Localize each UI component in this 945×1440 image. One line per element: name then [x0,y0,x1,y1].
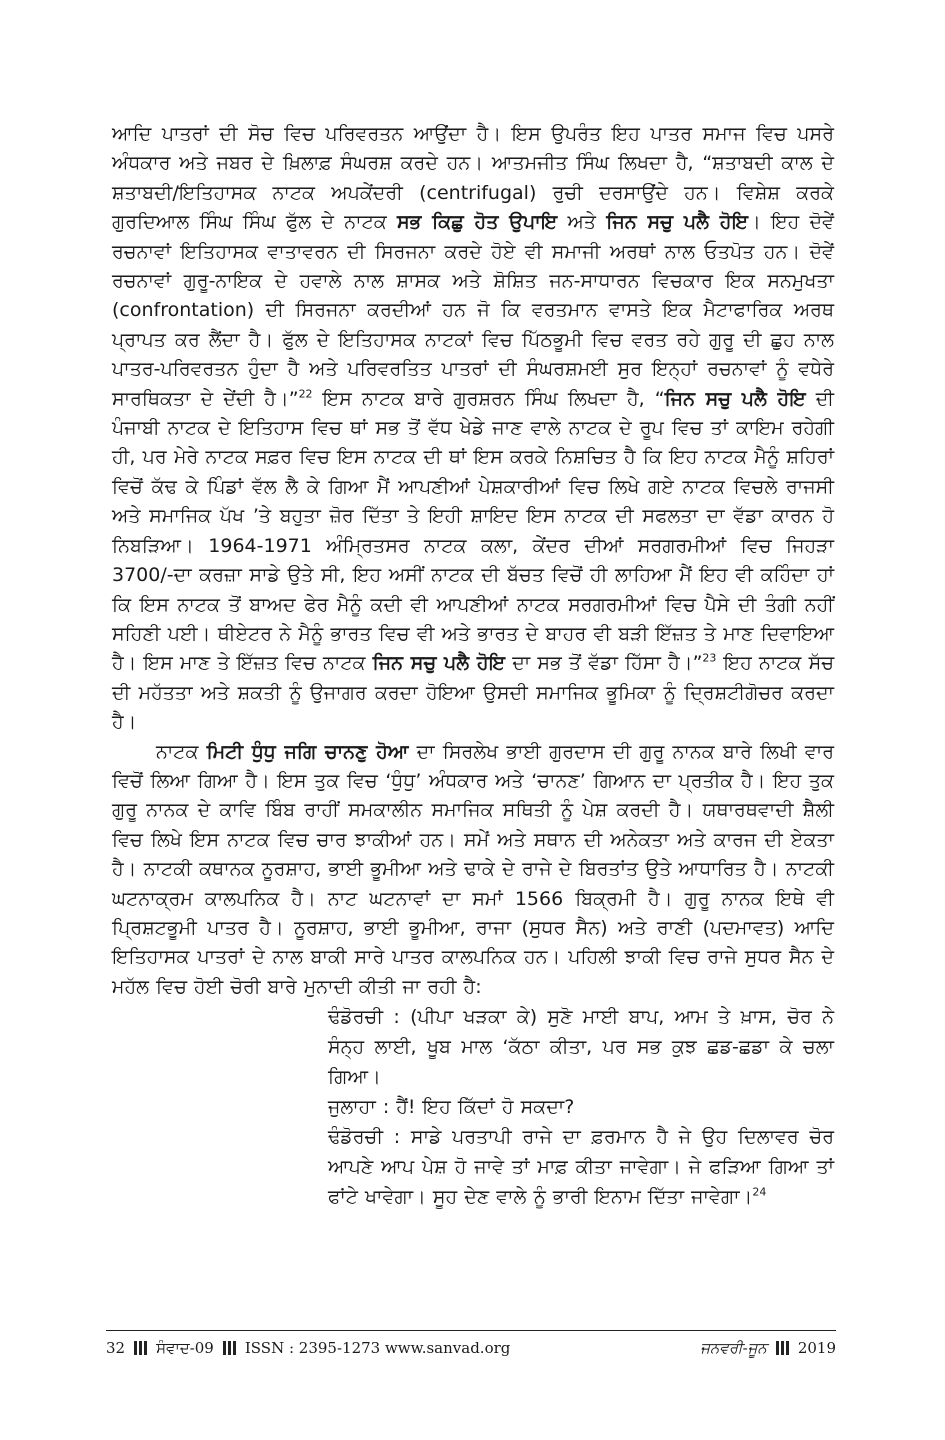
journal-name: ਸੰਵਾਦ-09 [156,1339,214,1357]
separator-bars-icon [223,1341,236,1355]
issn-website: ISSN : 2395-1273 www.sanvad.org [244,1339,511,1357]
paragraph-1 [112,120,834,738]
separator-bars-icon [134,1341,147,1355]
footnote-ref: 24 [752,1185,767,1199]
dialogue-block [328,1002,834,1212]
separator-bars-icon [776,1341,789,1355]
footer-left [106,1339,510,1357]
page-body [112,120,834,1212]
text-run: ਦਾ ਸਿਰਲੇਖ ਭਾਈ ਗੁਰਦਾਸ ਦੀ ਗੁਰੂ ਨਾਨਕ ਬਾਰੇ ਲਿਖੀ ਵਾਰ ਵਿਚੋਂ ਲਿਆ ਗਿਆ ਹੈ। ਇਸ ਤੁਕ ਵਿਚ ‘ਧੁੰਧੁ’ ਅੰਧਕਾਰ ਅਤੇ ‘ਚਾਨਣ’ ਗਿਆਨ ਦਾ ਪ੍ਰਤੀਕ ਹੈ। ਇਹ ਤੁਕ ਗੁਰੂ ਨਾਨਕ ਦੇ ਕਾਵਿ ਬਿੰਬ ਰਾਹੀਂ ਸਮਕਾਲੀਨ ਸਮਾਜਿਕ ਸਥਿਤੀ ਨੂੰ ਪੇਸ਼ ਕਰਦੀ ਹੈ। ਯਥਾਰਥਵਾਦੀ ਸ਼ੈਲੀ ਵਿਚ ਲਿਖੇ ਇਸ ਨਾਟਕ ਵਿਚ ਚਾਰ ਝਾਕੀਆਂ ਹਨ। ਸਮੇਂ ਅਤੇ ਸਥਾਨ ਦੀ ਅਨੇਕਤਾ ਅਤੇ ਕਾਰਜ ਦੀ ਏਕਤਾ ਹੈ। ਨਾਟਕੀ ਕਥਾਨਕ ਨੂਰਸ਼ਾਹ, ਭਾਈ ਭੂਮੀਆ ਅਤੇ ਢਾਕੇ ਦੇ ਰਾਜੇ ਦੇ ਬਿਰਤਾਂਤ ਉਤੇ ਆਧਾਰਿਤ ਹੈ। ਨਾਟਕੀ ਘਟਨਾਕ੍ਰਮ ਕਾਲਪਨਿਕ ਹੈ। ਨਾਟ ਘਟਨਾਵਾਂ ਦਾ ਸਮਾਂ 1566 ਬਿਕ੍ਰਮੀ ਹੈ। ਗੁਰੂ ਨਾਨਕ ਇਥੇ ਵੀ ਪ੍ਰਿਸ਼ਟਭੂਮੀ ਪਾਤਰ ਹੈ। ਨੂਰਸ਼ਾਹ, ਭਾਈ ਭੂਮੀਆ, ਰਾਜਾ (ਸੁਧਰ ਸੈਨ) ਅਤੇ ਰਾਣੀ (ਪਦਮਾਵਤ) ਆਦਿ ਇਤਿਹਾਸਕ ਪਾਤਰਾਂ ਦੇ ਨਾਲ ਬਾਕੀ ਸਾਰੇ ਪਾਤਰ ਕਾਲਪਨਿਕ ਹਨ। ਪਹਿਲੀ ਝਾਕੀ ਵਿਚ ਰਾਜੇ ਸੁਧਰ ਸੈਨ ਦੇ ਮਹੱਲ ਵਿਚ ਹੋਈ ਚੋਰੀ ਬਾਰੇ ਮੁਨਾਦੀ ਕੀਤੀ ਜਾ ਰਹੀ ਹੈ: [112,740,834,998]
text-run: ਅਤੇ [557,211,607,234]
dialogue-line-1: ਢੰਡੋਰਚੀ : (ਪੀਪਾ ਖੜਕਾ ਕੇ) ਸੁਣੋ ਮਾਈ ਬਾਪ, ਆਮ ਤੇ ਖ਼ਾਸ, ਚੋਰ ਨੇ ਸੰਨ੍ਹ ਲਾਈ, ਖੂਬ ਮਾਲ ‘ਕੱਠਾ ਕੀਤਾ, ਪਰ ਸਭ ਕੁਝ ਛਡ-ਛਡਾ ਕੇ ਚਲਾ ਗਿਆ। [328,1006,834,1089]
paragraph-2 [112,738,834,1003]
text-run: । ਇਹ ਦੋਵੇਂ ਰਚਨਾਵਾਂ ਇਤਿਹਾਸਕ ਵਾਤਾਵਰਨ ਦੀ ਸਿਰਜਨਾ ਕਰਦੇ ਹੋਏ ਵੀ ਸਮਾਜੀ ਅਰਥਾਂ ਨਾਲ ਓਤਪੋਤ ਹਨ। ਦੋਵੇਂ ਰਚਨਾਵਾਂ ਗੁਰੂ-ਨਾਇਕ ਦੇ ਹਵਾਲੇ ਨਾਲ ਸ਼ਾਸਕ ਅਤੇ ਸ਼ੋਸ਼ਿਤ ਜਨ-ਸਾਧਾਰਨ ਵਿਚਕਾਰ ਇਕ ਸਨਮੁਖਤਾ (confrontation) ਦੀ ਸਿਰਜਨਾ ਕਰਦੀਆਂ ਹਨ ਜੋ ਕਿ ਵਰਤਮਾਨ ਵਾਸਤੇ ਇਕ ਮੈਟਾਫਾਰਿਕ ਅਰਥ ਪ੍ਰਾਪਤ ਕਰ ਲੈਂਦਾ ਹੈ। ਫੁੱਲ ਦੇ ਇਤਿਹਾਸਕ ਨਾਟਕਾਂ ਵਿਚ ਪਿੱਠਭੂਮੀ ਵਿਚ ਵਰਤ ਰਹੇ ਗੁਰੂ ਦੀ ਛੁਹ ਨਾਲ ਪਾਤਰ-ਪਰਿਵਰਤਨ ਹੁੰਦਾ ਹੈ ਅਤੇ ਪਰਿਵਰਤਿਤ ਪਾਤਰਾਂ ਦੀ ਸੰਘਰਸ਼ਮਈ ਸੁਰ ਇਨ੍ਹਾਂ ਰਚਨਾਵਾਂ ਨੂੰ ਵਧੇਰੇ ਸਾਰਥਿਕਤਾ ਦੇ ਦੇਂਦੀ ਹੈ।” [112,211,835,410]
footer-right [700,1339,836,1357]
text-run: ਦੀ ਪੰਜਾਬੀ ਨਾਟਕ ਦੇ ਇਤਿਹਾਸ ਵਿਚ ਥਾਂ ਸਭ ਤੋਂ ਵੱਧ ਖੇਡੇ ਜਾਣ ਵਾਲੇ ਨਾਟਕ ਦੇ ਰੂਪ ਵਿਚ ਤਾਂ ਕਾਇਮ ਰਹੇਗੀ ਹੀ, ਪਰ ਮੇਰੇ ਨਾਟਕ ਸਫ਼ਰ ਵਿਚ ਇਸ ਨਾਟਕ ਦੀ ਥਾਂ ਇਸ ਕਰਕੇ ਨਿਸ਼ਚਿਤ ਹੈ ਕਿ ਇਹ ਨਾਟਕ ਮੈਨੂੰ ਸ਼ਹਿਰਾਂ ਵਿਚੋਂ ਕੱਢ ਕੇ ਪਿੰਡਾਂ ਵੱਲ ਲੈ ਕੇ ਗਿਆ ਮੈਂ ਆਪਣੀਆਂ ਪੇਸ਼ਕਾਰੀਆਂ ਵਿਚ ਲਿਖੇ ਗਏ ਨਾਟਕ ਵਿਚਲੇ ਰਾਜਸੀ ਅਤੇ ਸਮਾਜਿਕ ਪੱਖ ’ਤੇ ਬਹੁਤਾ ਜ਼ੋਰ ਦਿੱਤਾ ਤੇ ਇਹੀ ਸ਼ਾਇਦ ਇਸ ਨਾਟਕ ਦੀ ਸਫਲਤਾ ਦਾ ਵੱਡਾ ਕਾਰਨ ਹੋ ਨਿਬੜਿਆ। 1964-1971 ਅੰਮ੍ਰਿਤਸਰ ਨਾਟਕ ਕਲਾ, ਕੇਂਦਰ ਦੀਆਂ ਸਰਗਰਮੀਆਂ ਵਿਚ ਜਿਹੜਾ 3700/-ਦਾ ਕਰਜ਼ਾ ਸਾਡੇ ਉਤੇ ਸੀ, ਇਹ ਅਸੀਂ ਨਾਟਕ ਦੀ ਬੱਚਤ ਵਿਚੋਂ ਹੀ ਲਾਹਿਆ ਮੈਂ ਇਹ ਵੀ ਕਹਿੰਦਾ ਹਾਂ ਕਿ ਇਸ ਨਾਟਕ ਤੋਂ ਬਾਅਦ ਫੇਰ ਮੈਨੂੰ ਕਦੀ ਵੀ ਆਪਣੀਆਂ ਨਾਟਕ ਸਰਗਰਮੀਆਂ ਵਿਚ ਪੈਸੇ ਦੀ ਤੰਗੀ ਨਹੀਂ ਸਹਿਣੀ ਪਈ। ਥੀਏਟਰ ਨੇ ਮੈਨੂੰ ਭਾਰਤ ਵਿਚ ਵੀ ਅਤੇ ਭਾਰਤ ਦੇ ਬਾਹਰ ਵੀ ਬੜੀ ਇੱਜ਼ਤ ਤੇ ਮਾਣ ਦਿਵਾਇਆ ਹੈ। ਇਸ ਮਾਣ ਤੇ ਇੱਜ਼ਤ ਵਿਚ ਨਾਟਕ [112,387,834,675]
dialogue-line-2: ਜੁਲਾਹਾ : ਹੈਂ! ਇਹ ਕਿੱਦਾਂ ਹੋ ਸਕਦਾ? [328,1096,575,1119]
play-title: ਜਿਨ ਸਚੁ ਪਲੈ ਹੋਇ [664,387,806,410]
text-run: ਦਾ ਸਭ ਤੋਂ ਵੱਡਾ ਹਿੱਸਾ ਹੈ।” [505,652,703,675]
text-run: ਆਦਿ ਪਾਤਰਾਂ ਦੀ ਸੋਚ ਵਿਚ ਪਰਿਵਰਤਨ ਆਉਂਦਾ ਹੈ। ਇਸ ਉਪਰੰਤ ਇਹ ਪਾਤਰ ਸਮਾਜ ਵਿਚ ਪਸਰੇ ਅੰਧਕਾਰ ਅਤੇ ਜਬਰ ਦੇ ਖ਼ਿਲਾਫ਼ ਸੰਘਰਸ਼ ਕਰਦੇ ਹਨ। ਆਤਮਜੀਤ ਸਿੰਘ ਲਿਖਦਾ ਹੈ, “ਸ਼ਤਾਬਦੀ ਕਾਲ ਦੇ ਸ਼ਤਾਬਦੀ/ਇਤਿਹਾਸਕ ਨਾਟਕ ਅਪਕੇਂਦਰੀ (centrifugal) ਰੁਚੀ ਦਰਸਾਉਂਦੇ ਹਨ। ਵਿਸ਼ੇਸ਼ ਕਰਕੇ ਗੁਰਦਿਆਲ ਸਿੰਘ ਸਿੰਘ ਫੁੱਲ ਦੇ ਨਾਟਕ [112,123,834,234]
play-title: ਸਭ ਕਿਛੁ ਹੋਤ ਉਪਾਇ [397,211,558,234]
issue-year: 2019 [797,1339,836,1357]
text-run: ਢੰਡੋਰਚੀ : ਸਾਡੇ ਪਰਤਾਪੀ ਰਾਜੇ ਦਾ ਫ਼ਰਮਾਨ ਹੈ ਜੇ ਉਹ ਦਿਲਾਵਰ ਚੋਰ ਆਪਣੇ ਆਪ ਪੇਸ਼ ਹੋ ਜਾਵੇ ਤਾਂ ਮਾਫ਼ ਕੀਤਾ ਜਾਵੇਗਾ। ਜੇ ਫੜਿਆ ਗਿਆ ਤਾਂ ਫਾਂਟੇ ਖਾਵੇਗਾ। ਸੂਹ ਦੇਣ ਵਾਲੇ ਨੂੰ ਭਾਰੀ ਇਨਾਮ ਦਿੱਤਾ ਜਾਵੇਗਾ। [328,1126,834,1209]
play-title: ਮਿਟੀ ਧੁੰਧੁ ਜਗਿ ਚਾਨਣੁ ਹੋਆ [206,740,409,763]
play-title: ਜਿਨ ਸਚੁ ਪਲੈ ਹੋਇ [372,652,506,675]
issue-months: ਜਨਵਰੀ-ਜੂਨ [700,1339,767,1357]
text-run: ਨਾਟਕ [156,740,207,763]
dialogue-line-3 [328,1122,834,1212]
text-run: ਇਸ ਨਾਟਕ ਬਾਰੇ ਗੁਰਸ਼ਰਨ ਸਿੰਘ ਲਿਖਦਾ ਹੈ, “ [312,387,665,410]
page-footer [106,1330,836,1357]
play-title: ਜਿਨ ਸਚੁ ਪਲੈ ਹੋਇ [606,211,748,234]
text-run: ਇਹ ਨਾਟਕ ਸੱਚ ਦੀ ਮਹੱਤਤਾ ਅਤੇ ਸ਼ਕਤੀ ਨੂੰ ਉਜਾਗਰ ਕਰਦਾ ਹੋਇਆ ਉਸਦੀ ਸਮਾਜਿਕ ਭੂਮਿਕਾ ਨੂੰ ਦ੍ਰਿਸ਼ਟੀਗੋਚਰ ਕਰਦਾ ਹੈ। [112,652,835,734]
footnote-ref: 22 [298,387,313,401]
footnote-ref: 23 [702,651,717,665]
page-number: 32 [106,1339,126,1357]
